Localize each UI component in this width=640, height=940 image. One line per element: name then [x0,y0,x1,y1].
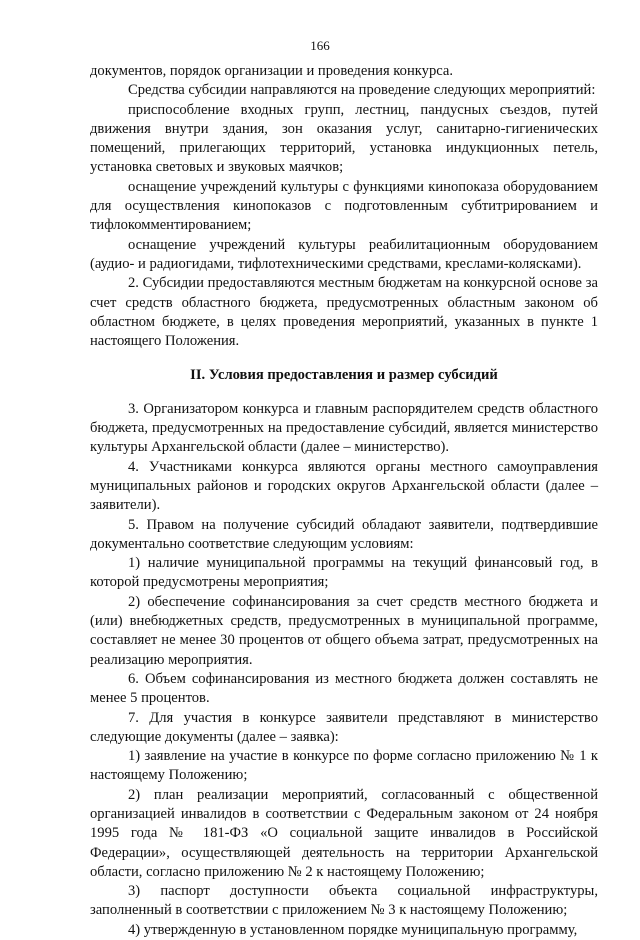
paragraph: 4. Участниками конкурса являются органы местного самоуправления муниципальных районов и городских округов Архангельской области (далее – заявители). [90,458,598,514]
paragraph: 1) наличие муниципальной программы на текущий финансовый год, в которой предусмотрены мероприятия; [90,555,598,591]
paragraph: 4) утвержденную в установленном порядке муниципальную программу, [128,921,578,938]
paragraph: 6. Объем софинансирования из местного бюджета должен составлять не менее 5 процентов. [90,670,598,707]
document-body [90,62,598,940]
paragraph: Средства субсидии направляются на проведение следующих мероприятий: [128,82,596,99]
paragraph: 7. Для участия в конкурсе заявители представляют в министерство следующие документы (далее – заявка): [90,709,598,745]
paragraph: 2. Субсидии предоставляются местным бюджетам на конкурсной основе за счет средств областного бюджета, предусмотренных областным законом об областном бюджете, в целях проведения мероприятий, указанных в пункте 1 настоящего Положения. [90,275,598,350]
paragraph: документов, порядок организации и проведения конкурса. [90,63,454,79]
paragraph: оснащение учреждений культуры реабилитационным оборудованием (аудио- и радиогидами, тифлотехническими средствами, креслами-колясками). [90,236,598,272]
paragraph: оснащение учреждений культуры с функциями кинопоказа оборудованием для осуществления кинопоказов с подготовленным субтитрированием и тифлокомментированием; [90,178,598,234]
paragraph: 3. Организатором конкурса и главным распорядителем средств областного бюджета, предусмотренных на предоставление субсидий, является министерство культуры Архангельской области (далее – министерство). [90,400,598,456]
paragraph: 1) заявление на участие в конкурсе по форме согласно приложению № 1 к настоящему Положению; [90,748,598,784]
paragraph: 2) план реализации мероприятий, согласованный с общественной организацией инвалидов в соответствии с Федеральным законом от 24 ноября 1995 года № 181-ФЗ «О социальной защите инвалидов в Российской Федерации», осуществляющей деятельность на территории Архангельской области, согласно приложению № 2 к настоящему Положению; [90,786,598,880]
paragraph: 3) паспорт доступности объекта социальной инфраструктуры, заполненный в соответствии с приложением № 3 к настоящему Положению; [90,883,598,919]
section-heading: II. Условия предоставления и размер субсидий [190,367,498,384]
paragraph: 5. Правом на получение субсидий обладают заявители, подтвердившие документально соответствие следующим условиям: [90,516,598,552]
page-number: 166 [310,38,330,53]
paragraph: 2) обеспечение софинансирования за счет средств местного бюджета и (или) внебюджетных средств, предусмотренных в муниципальной программе, составляет не менее 30 процентов от общего объема затрат, предусмотренных на реализацию мероприятия. [90,593,598,668]
paragraph: приспособление входных групп, лестниц, пандусных съездов, путей движения внутри здания, зон оказания услуг, санитарно-гигиенических помещений, прилегающих территорий, установка индукционных петель, установка световых и звуковых маячков; [90,101,598,176]
